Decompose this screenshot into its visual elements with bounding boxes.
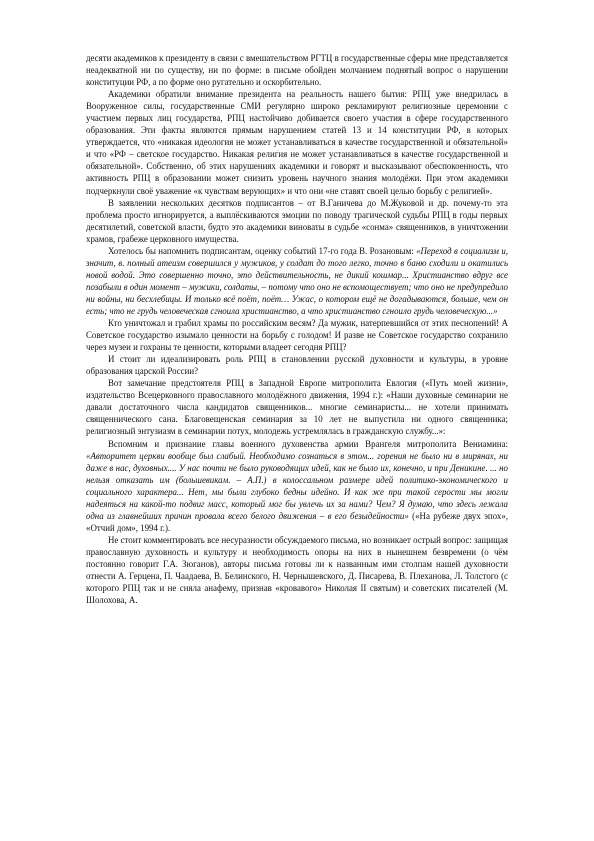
- paragraph-text: десяти академиков к президенту в связи с вмешательством РГТЦ в государственные сферы мне представляется неадекватной ни по существу, ни по форме: в письме обойден молчанием поднятый вопрос о нарушении конституции РФ, а по форме оно ругательно и оскорбительно.: [86, 53, 508, 88]
- paragraph-text: Вспомним и признание главы военного духовенства армии Врангеля митрополита Вениамина:: [108, 438, 508, 449]
- paragraph-text: Вот замечание предстоятеля РПЦ в Западной Европе митрополита Евлогия («Путь моей жизни», издательство Всецерковного православного молодёжного движения, 1994 г.): «Наши духовные семинарии не давали достаточного числа кандидатов священников... многие семинаристы... не хотели принимать священнического сана. Благовещенская семинария за 10 лет не выпустила ни одного священника; религиозный энтузиазм в семинарии потух, молодежь устремлялась в гражданскую службу...»:: [86, 378, 508, 437]
- rozanov-quote: «Переход в социализм и, значит, в. полный атеизм совершился у мужиков, у солдат до того легко, точно в баню сходили и окатились новой водой. Это совершенно точно, это действительность, не дикий кошмар... Христианство вдруг все позабыли в один момент – мужики, солдаты, – потому что оно не вспомоществует; что оно не предупредило ни войны, ни бесхлебицы. И только всё поёт, поёт… Ужас, о котором ещё не догадываются, больше, чем он есть; что не грудь человеческая сгноила христианство, а что христианство сгноило грудь человеческую...»: [86, 245, 508, 316]
- paragraph-text: И стоит ли идеализировать роль РПЦ в становлении русской духовности и культуры, в уровне образования царской России?: [86, 354, 508, 377]
- paragraph-6: [86, 353, 508, 377]
- paragraph-text: Не стоит комментировать все несуразности обсуждаемого письма, но возникает острый вопрос: защищая православную духовность и культуру и необходимость опоры на них в нынешнем безвремени (о чём постоянно говорит Г.А. Зюганов), авторы письма готовы ли к названным ими столпам нашей духовности отнести А. Герцена, П. Чаадаева, В. Белинского, Н. Чернышевского, Д. Писарева, В. Плеханова, Л. Толстого (с которого РПЦ так и не сняла анафему, признав «кровавого» Николая II святым) и советских писателей (М. Шолохова, А.: [86, 534, 508, 606]
- paragraph-text: В заявлении нескольких десятков подписантов – от В.Ганичева до М.Жуковой и др. почему-то эта проблема просто игнорируется, а выплёскиваются эмоции по поводу трагической судьбы РПЦ в годы первых десятилетий, советской власти, будто это академики виноваты в судьбе «сонма» священников, в уничтожении храмов, грабеже церковного имущества.: [86, 197, 508, 244]
- paragraph-2: [86, 88, 508, 196]
- paragraph-text: Кто уничтожал и грабил храмы по российским весям? Да мужик, натерпевшийся от этих песнопений! А Советское государство изымало ценности на борьбу с голодом! И разве не Советское государство сохранило через музеи и гохраны те ценности, которыми владеет сегодня РПЦ?: [86, 318, 508, 353]
- paragraph-4: [86, 245, 508, 317]
- paragraph-8: [86, 438, 508, 534]
- quote-source: («На рубеже двух эпох», «Отчий дом», 1994 г.).: [86, 510, 508, 533]
- paragraph-3: [86, 197, 508, 245]
- paragraph-text: Академики обратили внимание президента на реальность нашего бытия: РПЦ уже внедрилась в Вооруженное силы, государственные СМИ регулярно широко рекламируют религиозные церемонии с участием первых лиц государства, РПЦ настойчиво добивается своего участия в сфере государственного образования. Эти факты являются прямым нарушением статей 13 и 14 конституции РФ, в которых утверждается, что «никакая идеология не может устанавливаться в качестве государственной и обязательной» и что «РФ – светское государство. Никакая религия не может устанавливаться в качестве государственной и обязательной». Собственно, об этих нарушениях академики и говорят и высказывают обеспокоенность, что активность РПЦ в образовании может снизить уровень научного знания молодёжи. При этом академики подчеркнули своё уважение «к чувствам верующих» и что они «не ставят своей целью борьбу с религией».: [86, 89, 508, 196]
- veniamin-quote: «Авторитет церкви вообще был слабый. Необходимо сознаться в этом... горения не было ни в мирянах, ни даже в нас, духовных.... У нас почти не было руководящих идей, как не было их, конечно, и при Деникине. ... но нельзя отказать им (большевикам. – А.П.) в колоссальном размере идей политико-экономического и социального характера... Нет, мы были глубоко бедны идейно. И как же при такой серости мы могли надеяться на какой-то подвиг масс, который мог бы увлечь их за нами? Чем? Я думаю, что здесь лежала одна из главнейших причин провала всего белого движения – в его безыдейности»: [86, 450, 508, 521]
- article-body: [86, 52, 508, 606]
- paragraph-text: Хотелось бы напомнить подписантам, оценку событий 17-го года В. Розановым:: [108, 245, 417, 256]
- paragraph-1: [86, 52, 508, 88]
- paragraph-5: [86, 317, 508, 353]
- paragraph-9: [86, 534, 508, 606]
- paragraph-7: [86, 377, 508, 437]
